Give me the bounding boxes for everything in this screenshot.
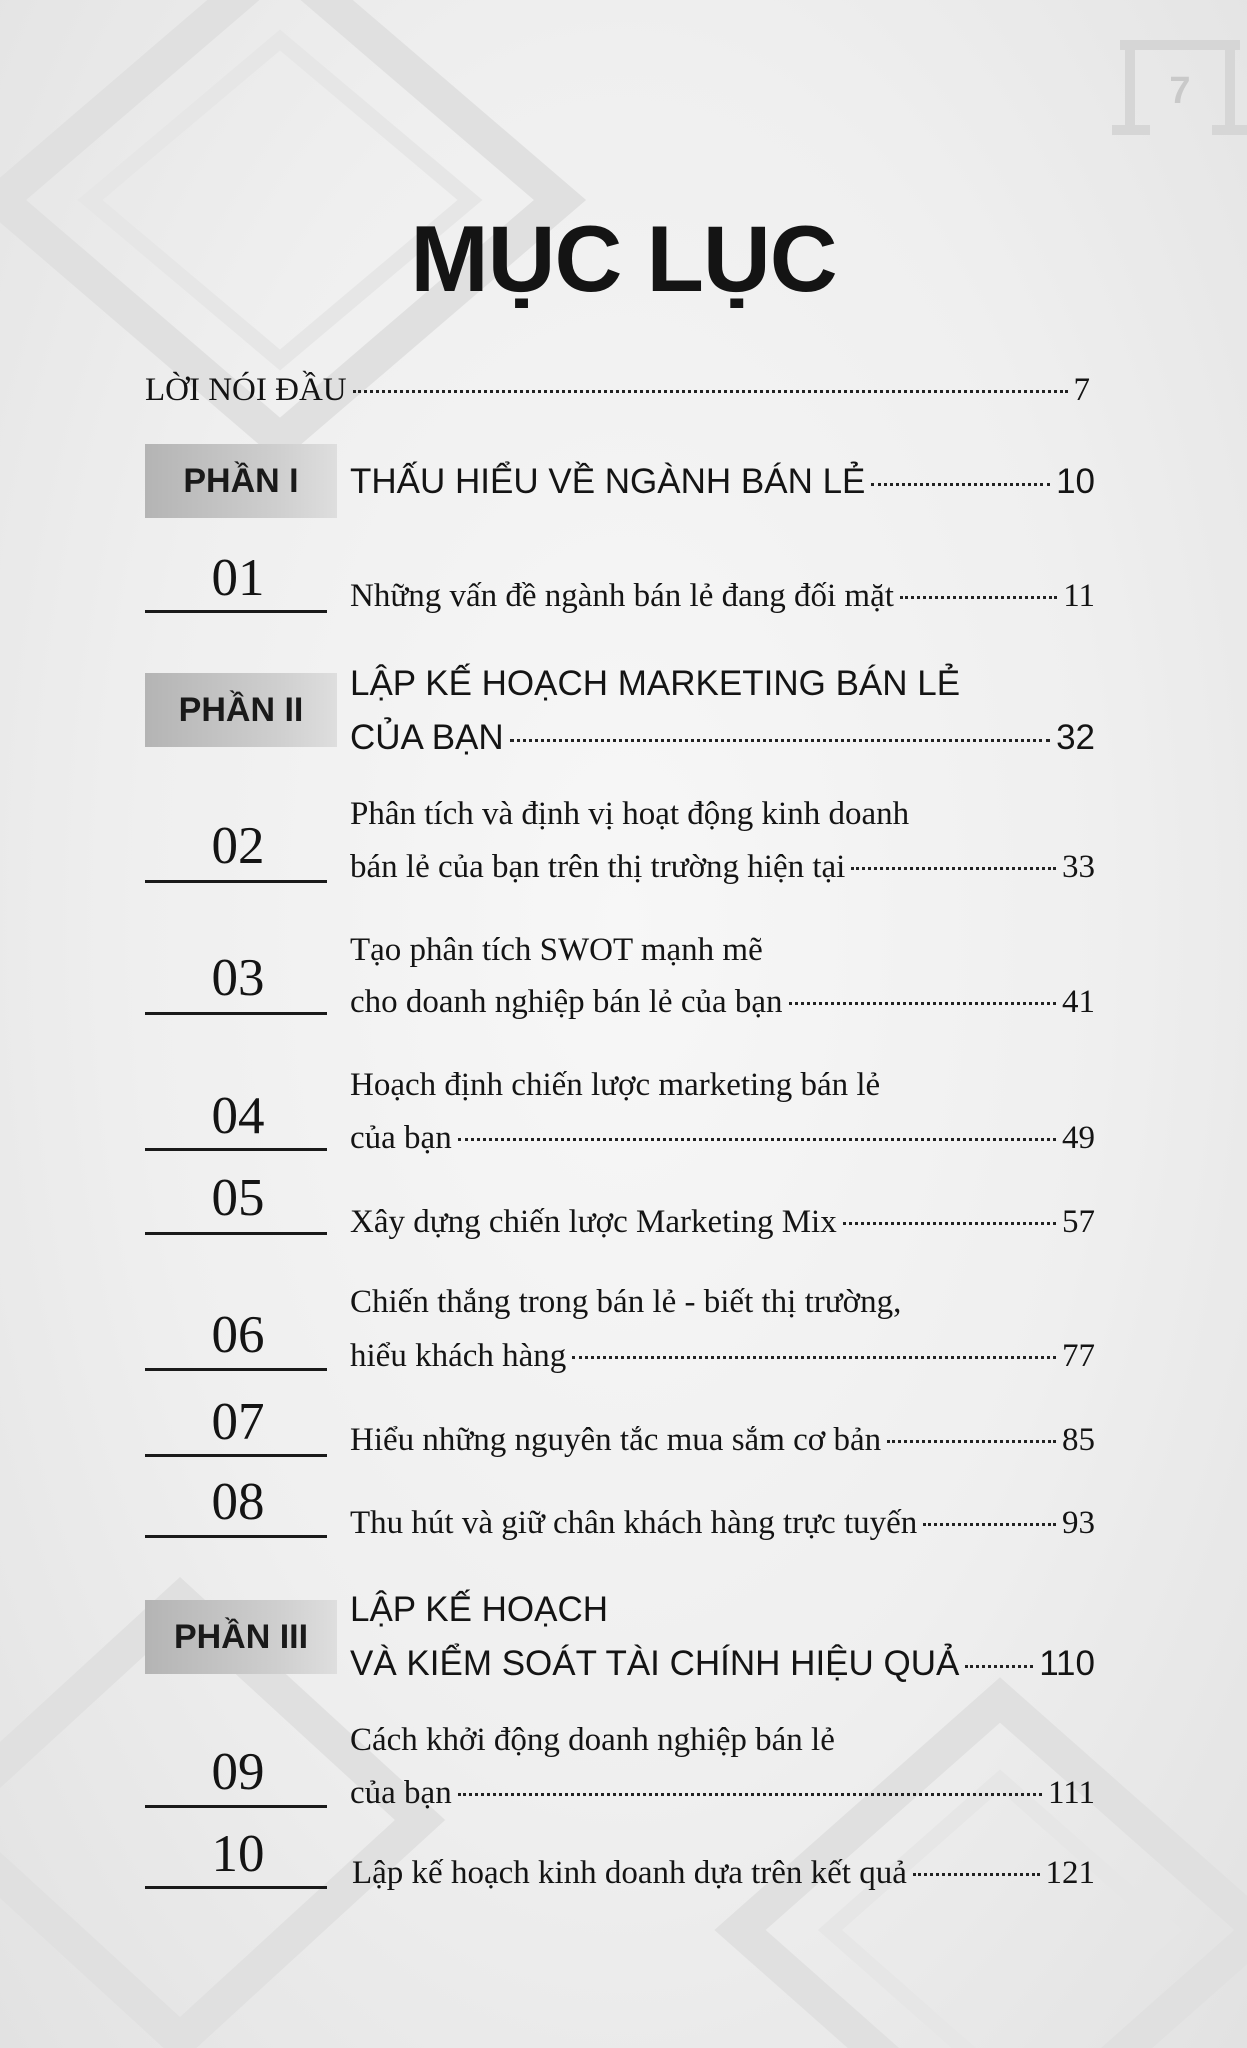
part-3-title-line1: LẬP KẾ HOẠCH <box>350 1590 609 1629</box>
chapter-10-line <box>352 1855 1095 1892</box>
part-page: 32 <box>1056 718 1095 757</box>
chapter-page: 57 <box>1062 1204 1095 1240</box>
chapter-page: 93 <box>1062 1505 1095 1541</box>
dot-leader <box>871 483 1050 486</box>
dot-leader <box>458 1793 1042 1796</box>
chapter-07-line <box>350 1422 1095 1459</box>
preface-page: 7 <box>1073 372 1090 408</box>
chapter-rule <box>145 880 327 883</box>
chapter-title: Thu hút và giữ chân khách hàng trực tuyến <box>350 1505 918 1541</box>
part-2-title-line2 <box>350 718 1095 758</box>
chapter-number: 01 <box>211 549 265 607</box>
chapter-04-line1: Hoạch định chiến lược marketing bán lẻ <box>350 1067 881 1103</box>
dot-leader <box>843 1222 1056 1225</box>
part-2-badge: PHẦN II <box>145 673 337 747</box>
chapter-number: 04 <box>211 1087 265 1145</box>
chapter-title: Những vấn đề ngành bán lẻ đang đối mặt <box>350 578 894 614</box>
toc-preface <box>145 372 1090 409</box>
part-2-title-line1: LẬP KẾ HOẠCH MARKETING BÁN LẺ <box>350 664 961 703</box>
chapter-title: cho doanh nghiệp bán lẻ của bạn <box>350 984 783 1020</box>
chapter-09-line1: Cách khởi động doanh nghiệp bán lẻ <box>350 1722 835 1758</box>
chapter-rule <box>145 1148 327 1151</box>
chapter-rule <box>145 1454 327 1457</box>
part-title-text: THẤU HIỂU VỀ NGÀNH BÁN LẺ <box>350 462 866 501</box>
part-title-text: VÀ KIỂM SOÁT TÀI CHÍNH HIỆU QUẢ <box>350 1644 960 1683</box>
chapter-title: bán lẻ của bạn trên thị trường hiện tại <box>350 849 846 885</box>
chapter-number: 08 <box>211 1473 265 1531</box>
chapter-number: 06 <box>211 1306 265 1364</box>
chapter-page: 11 <box>1063 578 1095 614</box>
dot-leader <box>900 596 1057 599</box>
chapter-02-line2 <box>350 849 1095 886</box>
chapter-06-line1: Chiến thắng trong bán lẻ - biết thị trường, <box>350 1284 902 1320</box>
chapter-rule <box>145 1886 327 1889</box>
part-title-text: CỦA BẠN <box>350 718 504 757</box>
chapter-page: 49 <box>1062 1120 1095 1156</box>
page-number: 7 <box>1169 70 1191 112</box>
chapter-04-line2 <box>350 1120 1095 1157</box>
chapter-rule <box>145 610 327 613</box>
part-3-title-line2 <box>350 1644 1095 1684</box>
dot-leader <box>510 739 1050 742</box>
dot-leader <box>887 1440 1056 1443</box>
dot-leader <box>923 1523 1056 1526</box>
dot-leader <box>965 1665 1033 1668</box>
page-title: MỤC LỤC <box>410 206 837 311</box>
chapter-page: 111 <box>1047 1775 1095 1811</box>
dot-leader <box>458 1138 1056 1141</box>
chapter-05-line <box>350 1204 1095 1241</box>
chapter-page: 33 <box>1062 849 1095 885</box>
chapter-number: 05 <box>211 1169 265 1227</box>
chapter-rule <box>145 1232 327 1235</box>
chapter-rule <box>145 1535 327 1538</box>
chapter-01-line <box>350 578 1095 615</box>
chapter-03-line1: Tạo phân tích SWOT mạnh mẽ <box>350 932 763 968</box>
chapter-title: của bạn <box>350 1120 452 1156</box>
chapter-page: 77 <box>1062 1338 1095 1374</box>
preface-label: LỜI NÓI ĐẦU <box>145 372 347 408</box>
dot-leader <box>851 867 1056 870</box>
chapter-08-line <box>350 1505 1095 1542</box>
dot-leader <box>353 390 1068 393</box>
chapter-page: 121 <box>1045 1855 1095 1891</box>
part-page: 110 <box>1039 1644 1095 1683</box>
chapter-page: 85 <box>1062 1422 1095 1458</box>
chapter-02-line1: Phân tích và định vị hoạt động kinh doanh <box>350 796 910 832</box>
chapter-rule <box>145 1368 327 1371</box>
chapter-03-line2 <box>350 984 1095 1021</box>
dot-leader <box>572 1356 1056 1359</box>
chapter-rule <box>145 1805 327 1808</box>
chapter-number: 02 <box>211 817 265 875</box>
chapter-number: 03 <box>211 949 265 1007</box>
chapter-06-line2 <box>350 1338 1095 1375</box>
dot-leader <box>789 1002 1056 1005</box>
part-page: 10 <box>1056 462 1095 501</box>
chapter-number: 09 <box>211 1743 265 1801</box>
chapter-09-line2 <box>350 1775 1095 1812</box>
chapter-number: 07 <box>211 1393 265 1451</box>
chapter-title: hiểu khách hàng <box>350 1338 567 1374</box>
chapter-rule <box>145 1012 327 1015</box>
chapter-page: 41 <box>1062 984 1095 1020</box>
chapter-title: Lập kế hoạch kinh doanh dựa trên kết quả <box>352 1855 907 1891</box>
part-1-title <box>350 462 1095 502</box>
dot-leader <box>913 1873 1040 1876</box>
chapter-number: 10 <box>211 1825 265 1883</box>
part-1-badge: PHẦN I <box>145 444 337 518</box>
chapter-title: của bạn <box>350 1775 452 1811</box>
chapter-title: Hiểu những nguyên tắc mua sắm cơ bản <box>350 1422 882 1458</box>
chapter-title: Xây dựng chiến lược Marketing Mix <box>350 1204 837 1240</box>
part-3-badge: PHẦN III <box>145 1600 337 1674</box>
